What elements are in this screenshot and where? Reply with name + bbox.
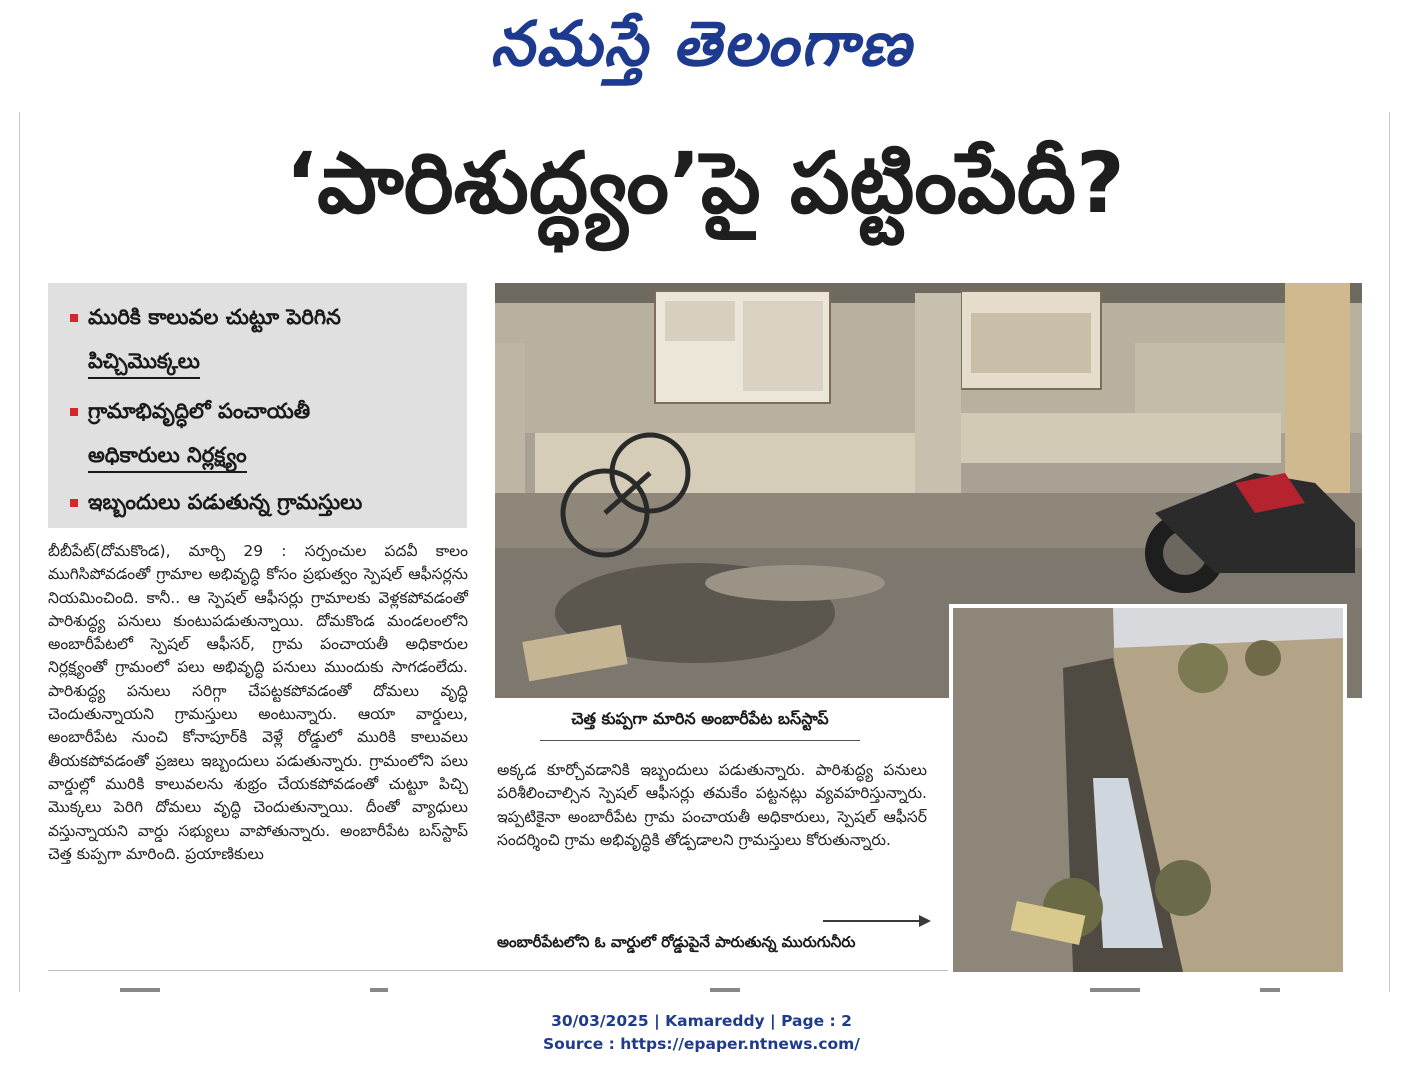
arrow-right-icon	[823, 913, 933, 929]
article-body-column-1: బీబీపేట్(దోమకొండ), మార్చి 29 : సర్పంచుల పదవీ కాలం ముగిసిపోవడంతో గ్రామాల అభివృద్ధి కోసం ప్రభుత్వం స్పెషల్ ఆఫీసర్లను నియమించింది. కానీ.. ఆ స్పెషల్ ఆఫీసర్లు గ్రామాలకు వెళ్లకపోవడంతో పారిశుద్ధ్య పనులు కుంటుపడుతున్నాయి. దోమకొండ మండలంలోని అంబారీపేటలో స్పెషల్ ఆఫీసర్, గ్రామ పంచాయతీ అధికారుల నిర్లక్ష్యంతో గ్రామంలో పలు అభివృద్ధి పనులు ముందుకు సాగడంలేదు. పారిశుద్ధ్య పనులు సరిగ్గా చేపట్టకపోవడంతో దోమలు వృద్ధి చెందుతున్నాయని గ్రామస్తులు అంటున్నారు. ఆయా వార్డులు, అంబారీపేట నుంచి కోనాపూర్‌కి వెళ్లే రోడ్డులో మురికి కాలువలు తీయకపోవడంతో ప్రజలు ఇబ్బందులు పడుతున్నారు. గ్రామంలోని పలు వార్డుల్లో మురికి కాలువలను శుభ్రం చేయకపోవడంతో చుట్టూ పిచ్చి మొక్కలు పెరిగి దోమలు వృద్ధి చెందుతున్నాయి. దీంతో వ్యాధులు వస్తున్నాయని వార్డు సభ్యులు వాపోతున్నారు. అంబారీపేట బస్‌స్టాప్ చెత్త కుప్పగా మారింది. ప్రయాణికులు	[48, 542, 468, 863]
highlight-item: మురికి కాలువల చుట్టూ పెరిగిన	[70, 303, 341, 331]
article-headline: ‘పారిశుద్ధ్యం’పై పట్టింపేదీ?	[285, 134, 1125, 232]
bullet-icon	[70, 499, 78, 507]
highlight-item: ఇబ్బందులు పడుతున్న గ్రామస్తులు	[70, 488, 362, 516]
caption-bus-stop: చెత్త కుప్పగా మారిన అంబారీపేట బస్‌స్టాప్	[540, 709, 860, 741]
bullet-icon	[70, 314, 78, 322]
bullet-icon	[70, 408, 78, 416]
highlight-item-cont: అధికారులు నిర్లక్ష్యం	[88, 441, 247, 473]
drain-photo	[953, 608, 1343, 972]
highlights-box	[48, 283, 467, 528]
highlight-item-cont: పిచ్చిమొక్కలు	[88, 347, 200, 379]
drain-illustration	[953, 608, 1343, 972]
page-border-right	[1389, 112, 1390, 992]
page-border-left	[19, 112, 20, 992]
caption-drain: అంబారీపేటలోని ఓ వార్డులో రోడ్డుపైనే పారుతున్న మురుగునీరు	[497, 933, 856, 951]
source-link[interactable]: Source : https://epaper.ntnews.com/	[543, 1035, 860, 1053]
bottom-rule	[48, 970, 948, 971]
edition-info: 30/03/2025 | Kamareddy | Page : 2	[551, 1012, 852, 1030]
masthead-logo: నమస్తే తెలంగాణ	[490, 7, 913, 80]
next-article-cut-marks	[20, 986, 1390, 994]
highlight-item: గ్రామాభివృద్ధిలో పంచాయతీ	[70, 397, 310, 425]
article-body-column-2: అక్కడ కూర్చోవడానికి ఇబ్బందులు పడుతున్నారు. పారిశుద్ధ్య పనులు పరిశీలించాల్సిన స్పెషల్ ఆఫీసర్లు తమకేం పట్టనట్లు వ్యవహరిస్తున్నారు. ఇప్పటికైనా అంబారీపేట గ్రామ పంచాయతీ అధికారులు, స్పెషల్ ఆఫీసర్ సందర్శించి గ్రామ అభివృద్ధికి తోడ్పడాలని గ్రామస్తులు కోరుతున్నారు.	[497, 761, 927, 849]
